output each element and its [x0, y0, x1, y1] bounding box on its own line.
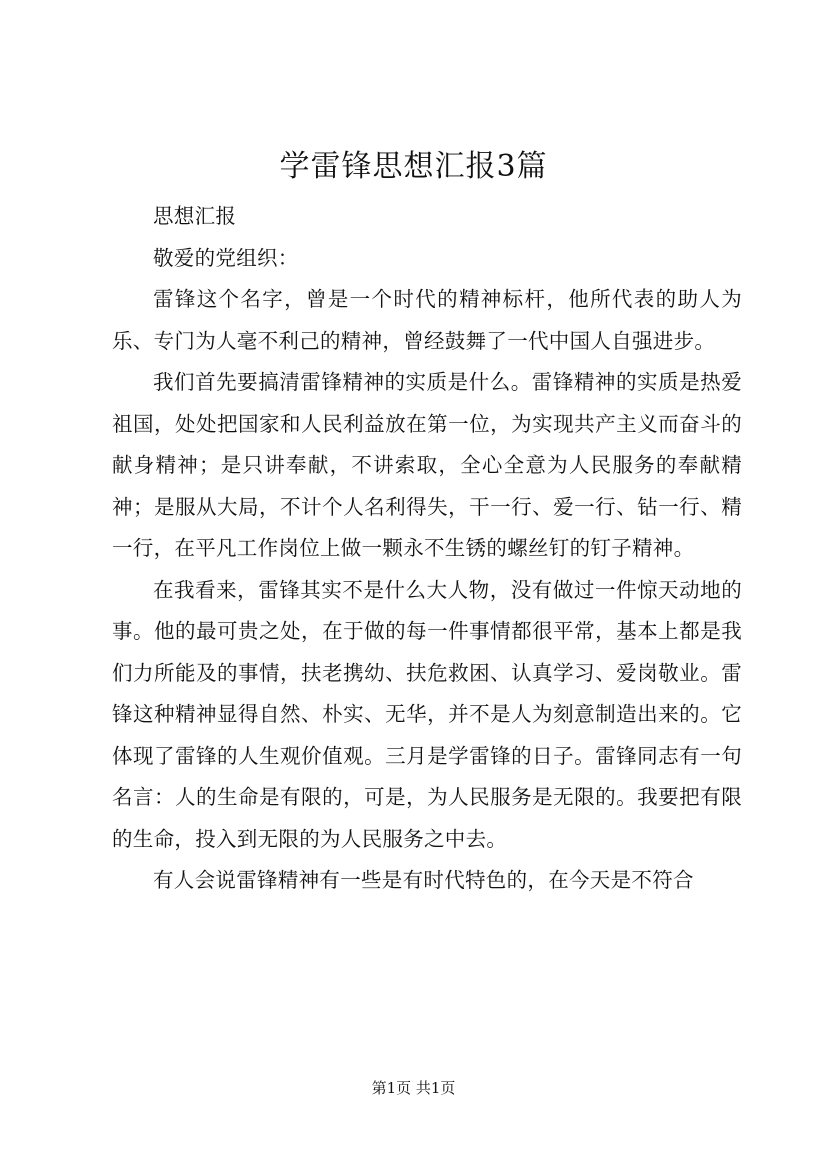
paragraph-heading: 思想汇报 [153, 204, 237, 228]
paragraph-4: 有人会说雷锋精神有一些是有时代特色的，在今天是不符合 [153, 868, 694, 892]
paragraph-salutation: 敬爱的党组织： [153, 245, 299, 270]
document-title: 学雷锋思想汇报3篇 [279, 149, 548, 184]
paragraph-1: 雷锋这个名字，曾是一个时代的精神标杆，他所代表的助人为乐、专门为人毫不利己的精神，曾经鼓舞了一代中国人自强进步。 [112, 287, 742, 353]
paragraph-3: 在我看来，雷锋其实不是什么大人物，没有做过一件惊天动地的事。他的最可贵之处，在于做的每一件事情都很平常，基本上都是我们力所能及的事情，扶老携幼、扶危救困、认真学习、爱岗敬业。雷锋这种精神显得自然、朴实、无华，并不是人为刻意制造出来的。它体现了雷锋的人生观价值观。三月是学雷锋的日子。雷锋同志有一句名言：人的生命是有限的，可是，为人民服务是无限的。我要把有限的生命，投入到无限的为人民服务之中去。 [112, 577, 742, 851]
document-body [112, 196, 742, 902]
paragraph-2: 我们首先要搞清雷锋精神的实质是什么。雷锋精神的实质是热爱祖国，处处把国家和人民利益放在第一位，为实现共产主义而奋斗的献身精神；是只讲奉献，不讲索取，全心全意为人民服务的奉献精神；是服从大局，不计个人名利得失，干一行、爱一行、钻一行、精一行，在平凡工作岗位上做一颗永不生锈的螺丝钉的钉子精神。 [112, 370, 742, 560]
page-footer: 第1页 共1页 [371, 1079, 456, 1097]
